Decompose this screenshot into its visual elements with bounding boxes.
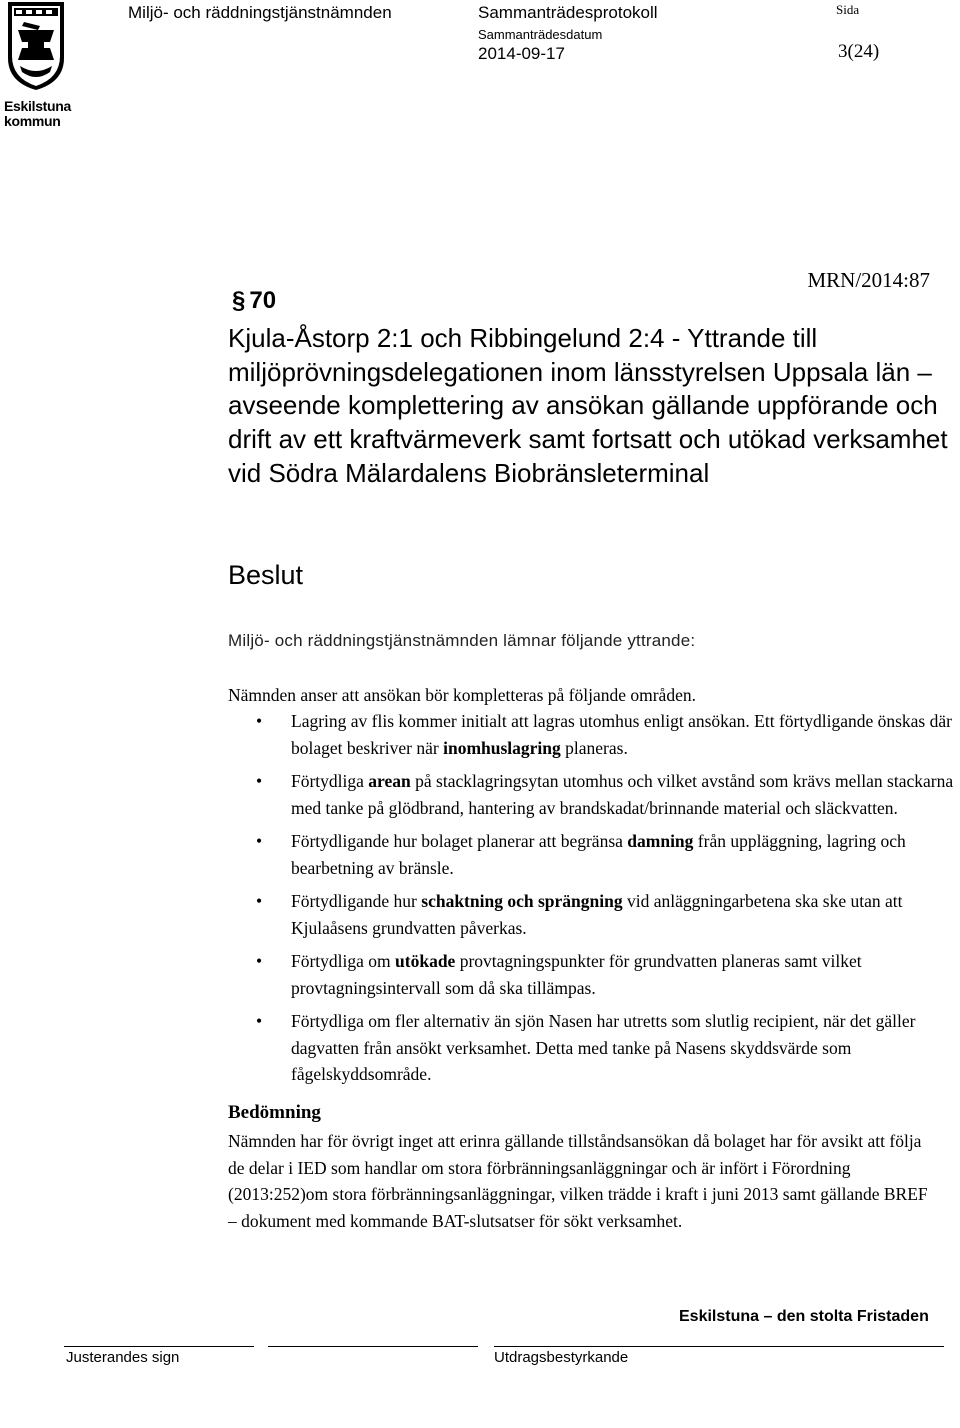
- page-number: 3(24): [838, 41, 880, 62]
- list-item-text: Förtydliga om: [291, 951, 396, 971]
- coat-of-arms-icon: [4, 0, 68, 92]
- list-item: [228, 948, 958, 1001]
- bedomning-text: Nämnden har för övrigt inget att erinra gällande tillståndsansökan då bolaget har för avsikt att följa de delar i IED som handlar om stora förbränningsanläggningar och är infört i Förordning (2013:252)om stora förbränningsanläggningar, vilken trädde i kraft i juni 2013 samt gällande BREF – dokument med kommande BAT-slutsatser för sökt verksamhet.: [228, 1131, 928, 1231]
- list-item: [228, 768, 958, 821]
- list-item-emphasis: utökade: [395, 951, 456, 971]
- list-item-emphasis: damning: [627, 831, 694, 851]
- list-item-text: Förtydligande hur: [291, 891, 422, 911]
- logo-text-line2: kommun: [4, 113, 61, 129]
- beslut-lead: Miljö- och räddningstjänstnämnden lämnar följande yttrande:: [228, 631, 696, 650]
- extract-label: Utdragsbestyrkande: [494, 1349, 629, 1366]
- eskilstuna-logo: [4, 0, 72, 129]
- bullet-icon: •: [256, 951, 263, 971]
- page-title: Kjula-Åstorp 2:1 och Ribbingelund 2:4 - Yttrande till miljöprövningsdelegationen inom länsstyrelsen Uppsala län – avseende komplettering av ansökan gällande uppförande och drift av ett kraftvärmeverk samt fortsatt och utökad verksamhet vid Södra Mälardalens Biobränsleterminal: [228, 323, 948, 488]
- list-item-text: från uppläggning, lagring och bearbetning av bränsle.: [291, 831, 906, 878]
- bullet-icon: •: [256, 891, 263, 911]
- bullet-icon: •: [256, 771, 263, 791]
- list-item-emphasis: arean: [368, 771, 411, 791]
- list-item-text: på stacklagringsytan utomhus och vilket avstånd som krävs mellan stackarna med tanke på glödbrand, hantering av brandskadat/brinnande material och släckvatten.: [291, 771, 954, 818]
- section-number: 70: [249, 287, 277, 314]
- beslut-list: [228, 708, 958, 1095]
- list-item-text: planeras.: [560, 737, 628, 758]
- sign-line: [64, 1346, 254, 1347]
- organization-name: Miljö- och räddningstjänstnämnden: [128, 3, 392, 22]
- bullet-icon: •: [256, 1011, 263, 1031]
- date-label: Sammanträdesdatum: [478, 27, 603, 42]
- list-item-text: Förtydliga om fler alternativ än sjön Nasen har utretts som slutlig recipient, när det gäller dagvatten från ansökt verksamhet. Detta med tanke på Nasens skyddsvärde som fågelskyddsområde.: [291, 1011, 916, 1084]
- list-item: [228, 828, 958, 881]
- bullet-icon: •: [256, 711, 263, 731]
- list-item-text: Lagring av flis kommer initialt att lagras utomhus enligt ansökan. Ett förtydligande önskas där bolaget beskriver när: [291, 711, 952, 758]
- list-item-emphasis: schaktning och sprängning: [421, 891, 623, 911]
- meeting-date: 2014-09-17: [478, 44, 565, 63]
- section-heading: [232, 287, 276, 315]
- page-label: Sida: [836, 2, 860, 17]
- section-symbol: §: [232, 287, 246, 314]
- list-item-emphasis: inomhuslagring: [443, 737, 561, 758]
- list-item-text: provtagningspunkter för grundvatten planeras samt vilket provtagningsintervall som då ska tillämpas.: [291, 951, 862, 998]
- list-item-text: vid anläggningarbetena ska ske utan att Kjulaåsens grundvatten påverkas.: [291, 891, 903, 938]
- list-item: [228, 888, 958, 941]
- logo-text-line1: Eskilstuna: [4, 98, 72, 114]
- document-type: Sammanträdesprotokoll: [478, 3, 658, 22]
- beslut-intro: Nämnden anser att ansökan bör kompletteras på följande områden.: [228, 685, 696, 705]
- extract-line: [494, 1346, 944, 1347]
- beslut-heading: Beslut: [228, 560, 304, 590]
- sign-label: Justerandes sign: [66, 1349, 180, 1366]
- reference-number: MRN/2014:87: [807, 268, 930, 292]
- list-item: [228, 1008, 958, 1088]
- bullet-icon: •: [256, 831, 263, 851]
- bedomning-heading: Bedömning: [228, 1102, 321, 1123]
- list-item: [228, 708, 958, 761]
- list-item-text: Förtydligande hur bolaget planerar att begränsa: [291, 831, 628, 851]
- footer-slogan: Eskilstuna – den stolta Fristaden: [679, 1308, 929, 1325]
- list-item-text: Förtydliga: [291, 771, 369, 791]
- sign-line: [268, 1346, 478, 1347]
